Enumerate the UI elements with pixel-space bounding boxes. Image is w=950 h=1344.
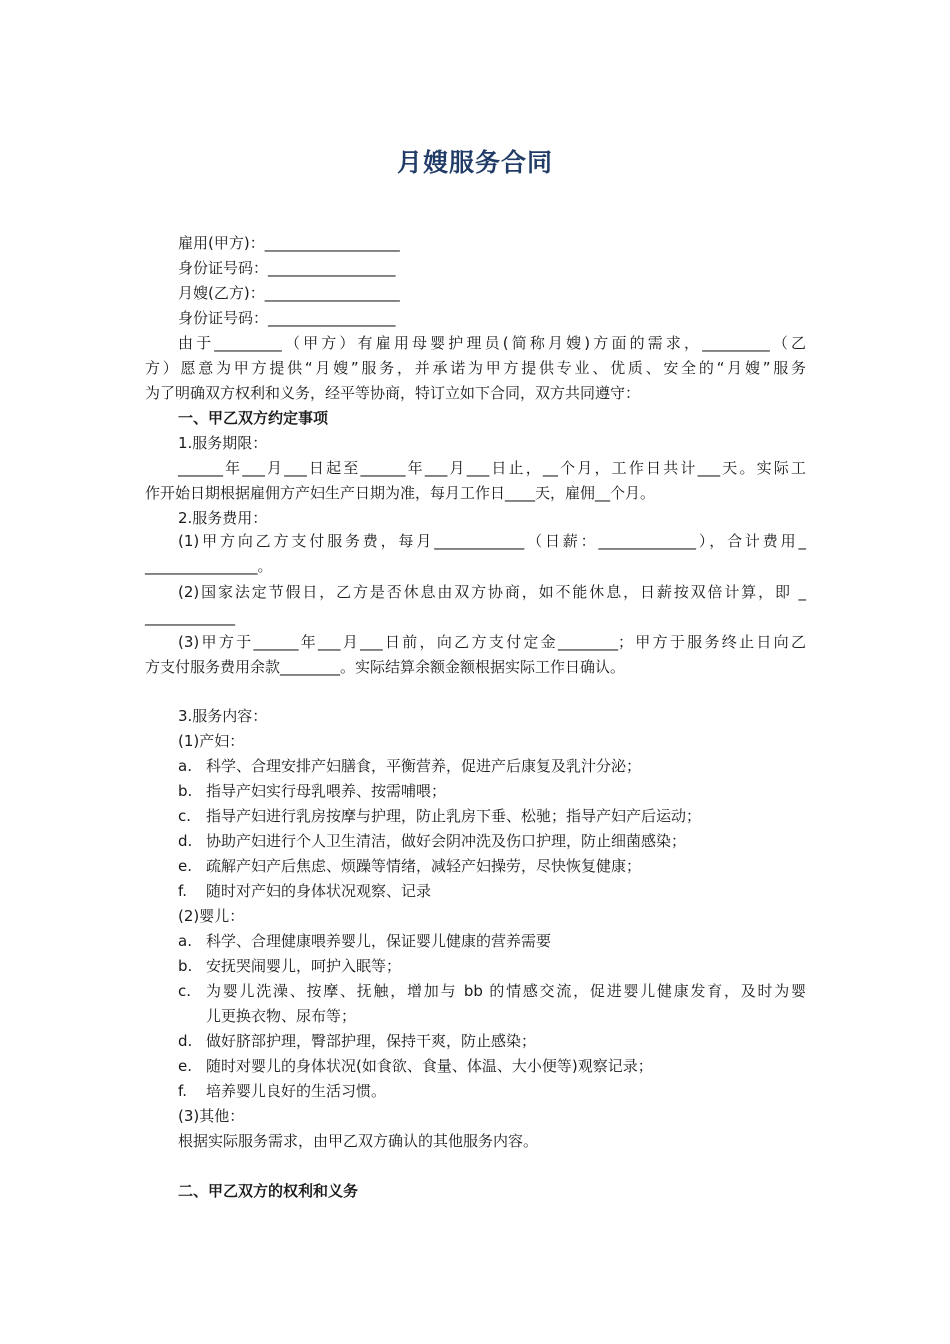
other-text: 根据实际服务需求，由甲乙双方确认的其他服务内容。 [178, 1132, 539, 1150]
intro-line-1: 由于_________（甲方）有雇用母婴护理员(简称月嫂)方面的需求，_________（乙 [178, 334, 806, 352]
mother-item-f: 随时对产妇的身体状况观察、记录 [206, 882, 432, 900]
mother-item-a: 科学、合理安排产妇膳食，平衡营养，促进产后康复及乳汁分泌； [206, 757, 642, 775]
baby-heading: (2)婴儿： [178, 907, 245, 925]
mother-item-f-label: f. [178, 882, 187, 900]
fee-3-line-2: 方支付服务费用余款________。实际结算余额金额根据实际工作日确认。 [145, 658, 626, 676]
baby-item-e-label: e. [178, 1057, 192, 1075]
mother-item-c-label: c. [178, 807, 192, 825]
content-heading: 3.服务内容： [178, 707, 268, 725]
document-title: 月嫂服务合同 [396, 148, 553, 177]
section-2-heading: 二、甲乙双方的权利和义务 [178, 1182, 359, 1200]
fee-1-line-1: (1)甲方向乙方支付服务费，每月____________（日薪：_____________），合计费用_ [178, 532, 806, 550]
fee-heading: 2.服务费用： [178, 509, 268, 527]
baby-item-c: 为婴儿洗澡、按摩、抚触，增加与 bb 的情感交流，促进婴儿健康发育，及时为婴 [206, 982, 806, 1000]
mother-item-c: 指导产妇进行乳房按摩与护理，防止乳房下垂、松驰；指导产妇产后运动； [206, 807, 702, 825]
other-heading: (3)其他： [178, 1107, 245, 1125]
party-b-id-line: 身份证号码：_________________ [178, 309, 396, 327]
baby-item-d: 做好脐部护理，臀部护理，保持干爽，防止感染； [206, 1032, 537, 1050]
intro-line-3: 为了明确双方权利和义务，经平等协商，特订立如下合同，双方共同遵守： [145, 384, 641, 402]
fee-3-line-1: (3)甲方于______年___月___日前，向乙方支付定金________；甲方于服务终止日向乙 [178, 633, 806, 651]
baby-item-a-label: a. [178, 932, 192, 950]
party-b-line: 月嫂(乙方)：__________________ [178, 284, 400, 302]
fee-2-line-2: ____________ [145, 608, 235, 626]
baby-item-c-label: c. [178, 982, 192, 1000]
section-1-heading: 一、甲乙双方约定事项 [178, 409, 329, 427]
mother-item-b: 指导产妇实行母乳喂养、按需哺喂； [206, 782, 447, 800]
baby-item-c-cont: 儿更换衣物、尿布等； [206, 1007, 357, 1025]
term-line-1: ______年___月___日起至______年___月___日止，__个月，工作日共计___天。实际工 [178, 459, 806, 477]
baby-item-e: 随时对婴儿的身体状况(如食欲、食量、体温、大小便等)观察记录； [206, 1057, 653, 1075]
party-a-line: 雇用(甲方)：__________________ [178, 234, 400, 252]
mother-item-d: 协助产妇进行个人卫生清洁，做好会阴冲洗及伤口护理，防止细菌感染； [206, 832, 687, 850]
baby-item-f-label: f. [178, 1082, 187, 1100]
baby-item-b-label: b. [178, 957, 193, 975]
mother-item-b-label: b. [178, 782, 193, 800]
baby-item-b: 安抚哭闹婴儿，呵护入眠等； [206, 957, 402, 975]
term-heading: 1.服务期限： [178, 434, 268, 452]
fee-1-line-2: _______________。 [145, 557, 273, 575]
mother-heading: (1)产妇： [178, 732, 245, 750]
intro-line-2: 方）愿意为甲方提供“月嫂”服务，并承诺为甲方提供专业、优质、安全的“月嫂”服务 [145, 359, 806, 377]
baby-item-d-label: d. [178, 1032, 193, 1050]
baby-item-a: 科学、合理健康喂养婴儿，保证婴儿健康的营养需要 [206, 932, 552, 950]
baby-item-f: 培养婴儿良好的生活习惯。 [206, 1082, 387, 1100]
term-line-2: 作开始日期根据雇佣方产妇生产日期为准，每月工作日____天，雇佣__个月。 [145, 484, 656, 502]
mother-item-d-label: d. [178, 832, 193, 850]
mother-item-e: 疏解产妇产后焦虑、烦躁等情绪，减轻产妇操劳，尽快恢复健康； [206, 857, 642, 875]
mother-item-e-label: e. [178, 857, 192, 875]
mother-item-a-label: a. [178, 757, 192, 775]
party-a-id-line: 身份证号码：_________________ [178, 259, 396, 277]
fee-2-line-1: (2)国家法定节假日，乙方是否休息由双方协商，如不能休息，日薪按双倍计算，即 _ [178, 583, 806, 601]
